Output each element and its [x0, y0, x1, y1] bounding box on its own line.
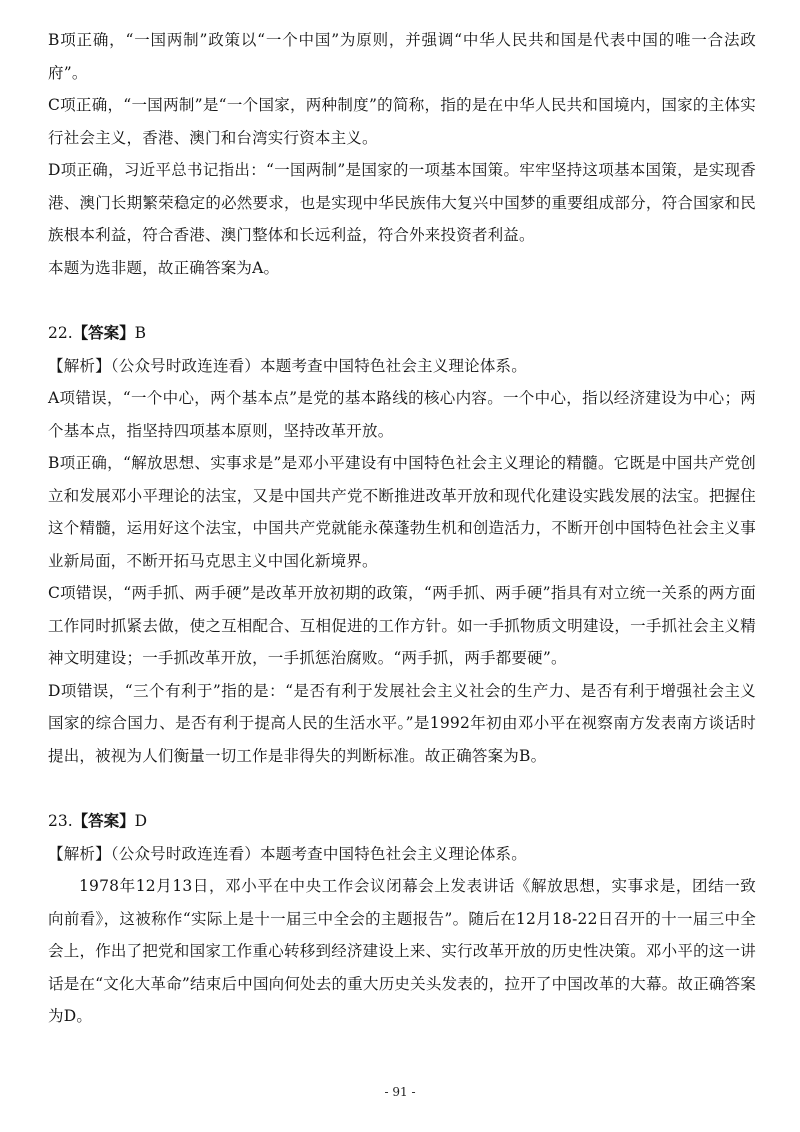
- q22-option-b: B项正确，“解放思想、实事求是”是邓小平建设有中国特色社会主义理论的精髓。它既是中国共产党创立和发展邓小平理论的法宝，又是中国共产党不断推进改革开放和现代化建设实践发展的法宝。把握住这个精髓，运用好这个法宝，中国共产党就能永葆蓬勃生机和创造活力，不断开创中国特色社会主义事业新局面，不断开拓马克思主义中国化新境界。: [48, 454, 756, 570]
- q21-option-c: C项正确，“一国两制”是“一个国家，两种制度”的简称，指的是在中华人民共和国境内，国家的主体实行社会主义，香港、澳门和台湾实行资本主义。: [48, 96, 756, 147]
- q22-option-c: C项错误，“两手抓、两手硬”是改革开放初期的政策，“两手抓、两手硬”指具有对立统一关系的两方面工作同时抓紧去做，使之互相配合、互相促进的工作方针。如一手抓物质文明建设，一手抓社会主义精神文明建设；一手抓改革开放，一手抓惩治腐败。“两手抓，两手都要硬”。: [48, 584, 756, 667]
- q23-answer-mark: 【答案】: [72, 811, 135, 830]
- section-gap: [48, 284, 756, 317]
- q22-number: 22.: [48, 324, 73, 342]
- q21-conclusion: 本题为选非题，故正确答案为A。: [48, 258, 280, 277]
- q23-explanation: 1978年12月13日，邓小平在中央工作会议闭幕会上发表讲话《解放思想，实事求是，团结一致向前看》，这被称作“实际上是十一届三中全会的主题报告”。随后在12月18-22日召开的十一届三中全会上，作出了把党和国家工作重心转移到经济建设上来、实行改革开放的历史性决策。邓小平的这一讲话是在“文化大革命”结束后中国向何处去的重大历史关头发表的，拉开了中国改革的大幕。故正确答案为D。: [48, 877, 756, 1025]
- document-body: [48, 24, 756, 1033]
- q23-analysis: 【解析】（公众号时政连连看）本题考查中国特色社会主义理论体系。: [48, 844, 527, 863]
- q23-answer: D: [134, 812, 148, 830]
- q23-number: 23.: [48, 812, 73, 830]
- q22-answer-mark: 【答案】: [72, 323, 135, 342]
- page-number: - 91 -: [384, 1085, 416, 1099]
- q22-option-a: A项错误，“一个中心，两个基本点”是党的基本路线的核心内容。一个中心，指以经济建设为中心；两个基本点，指坚持四项基本原则，坚持改革开放。: [48, 389, 756, 440]
- q22-answer: B: [134, 324, 147, 342]
- q23-answer-line: [48, 805, 756, 838]
- section-gap: [48, 772, 756, 805]
- q22-option-d: D项错误，“三个有利于”指的是：“是否有利于发展社会主义社会的生产力、是否有利于增强社会主义国家的综合国力、是否有利于提高人民的生活水平。”是1992年初由邓小平在视察南方发表南方谈话时提出，被视为人们衡量一切工作是非得失的判断标准。故正确答案为B。: [48, 681, 756, 765]
- q21-option-d: D项正确，习近平总书记指出：“一国两制”是国家的一项基本国策。牢牢坚持这项基本国策，是实现香港、澳门长期繁荣稳定的必然要求，也是实现中华民族伟大复兴中国梦的重要组成部分，符合国家和民族根本利益，符合香港、澳门整体和长远利益，符合外来投资者利益。: [48, 161, 756, 244]
- q22-answer-line: [48, 317, 756, 350]
- q22-analysis: 【解析】（公众号时政连连看）本题考查中国特色社会主义理论体系。: [48, 356, 527, 375]
- q21-option-b: B项正确，“一国两制”政策以“一个中国”为原则，并强调“中华人民共和国是代表中国的唯一合法政府”。: [48, 31, 756, 82]
